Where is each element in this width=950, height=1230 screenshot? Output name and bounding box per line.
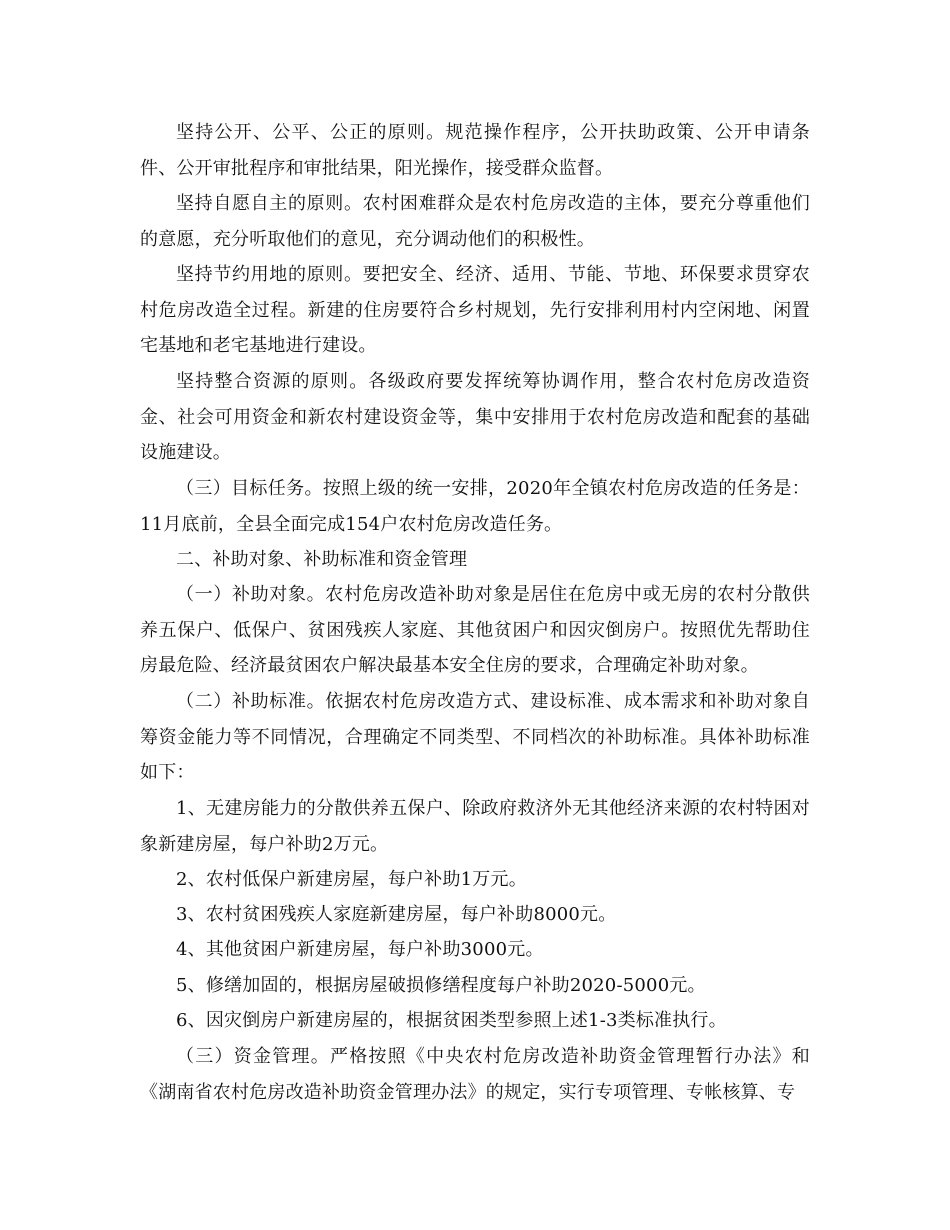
paragraph-target-tasks: （三）目标任务。按照上级的统一安排，2020年全镇农村危房改造的任务是：11月底前，全县全面完成154户农村危房改造任务。 (140, 478, 810, 535)
section-heading-subsidy: 二、补助对象、补助标准和资金管理 (176, 549, 468, 570)
paragraph-subsidy-standards: （二）补助标准。依据农村危房改造方式、建设标准、成本需求和补助对象自筹资金能力等不同情况，合理确定不同类型、不同档次的补助标准。具体补助标准如下： (140, 691, 810, 784)
list-item-standard-1: 1、无建房能力的分散供养五保户、除政府救济外无其他经济来源的农村特困对象新建房屋，每户补助2万元。 (140, 798, 810, 855)
paragraph-subsidy-targets: （一）补助对象。农村危房改造补助对象是居住在危房中或无房的农村分散供养五保户、低保户、贫困残疾人家庭、其他贫困户和因灾倒房户。按照优先帮助住房最危险、经济最贫困农户解决最基本安全住房的要求，合理确定补助对象。 (140, 584, 810, 677)
paragraph-principle-openness: 坚持公开、公平、公正的原则。规范操作程序，公开扶助政策、公开申请条件、公开审批程序和审批结果，阳光操作，接受群众监督。 (140, 122, 810, 179)
list-item-standard-6: 6、因灾倒房户新建房屋的，根据贫困类型参照上述1-3类标准执行。 (176, 1010, 727, 1031)
list-item-standard-2: 2、农村低保户新建房屋，每户补助1万元。 (176, 869, 527, 890)
paragraph-fund-management: （三）资金管理。严格按照《中央农村危房改造补助资金管理暂行办法》和《湖南省农村危房改造补助资金管理办法》的规定，实行专项管理、专帐核算、专 (140, 1046, 810, 1103)
paragraph-principle-resources: 坚持整合资源的原则。各级政府要发挥统筹协调作用，整合农村危房改造资金、社会可用资金和新农村建设资金等，集中安排用于农村危房改造和配套的基础设施建设。 (140, 371, 810, 464)
list-item-standard-4: 4、其他贫困户新建房屋，每户补助3000元。 (176, 939, 544, 960)
paragraph-principle-voluntary: 坚持自愿自主的原则。农村困难群众是农村危房改造的主体，要充分尊重他们的意愿，充分听取他们的意见，充分调动他们的积极性。 (140, 193, 810, 250)
paragraph-principle-land-saving: 坚持节约用地的原则。要把安全、经济、适用、节能、节地、环保要求贯穿农村危房改造全过程。新建的住房要符合乡村规划，先行安排利用村内空闲地、闲置宅基地和老宅基地进行建设。 (140, 264, 810, 357)
list-item-standard-5: 5、修缮加固的，根据房屋破损修缮程度每户补助2020-5000元。 (176, 975, 706, 996)
list-item-standard-3: 3、农村贫困残疾人家庭新建房屋，每户补助8000元。 (176, 904, 617, 925)
